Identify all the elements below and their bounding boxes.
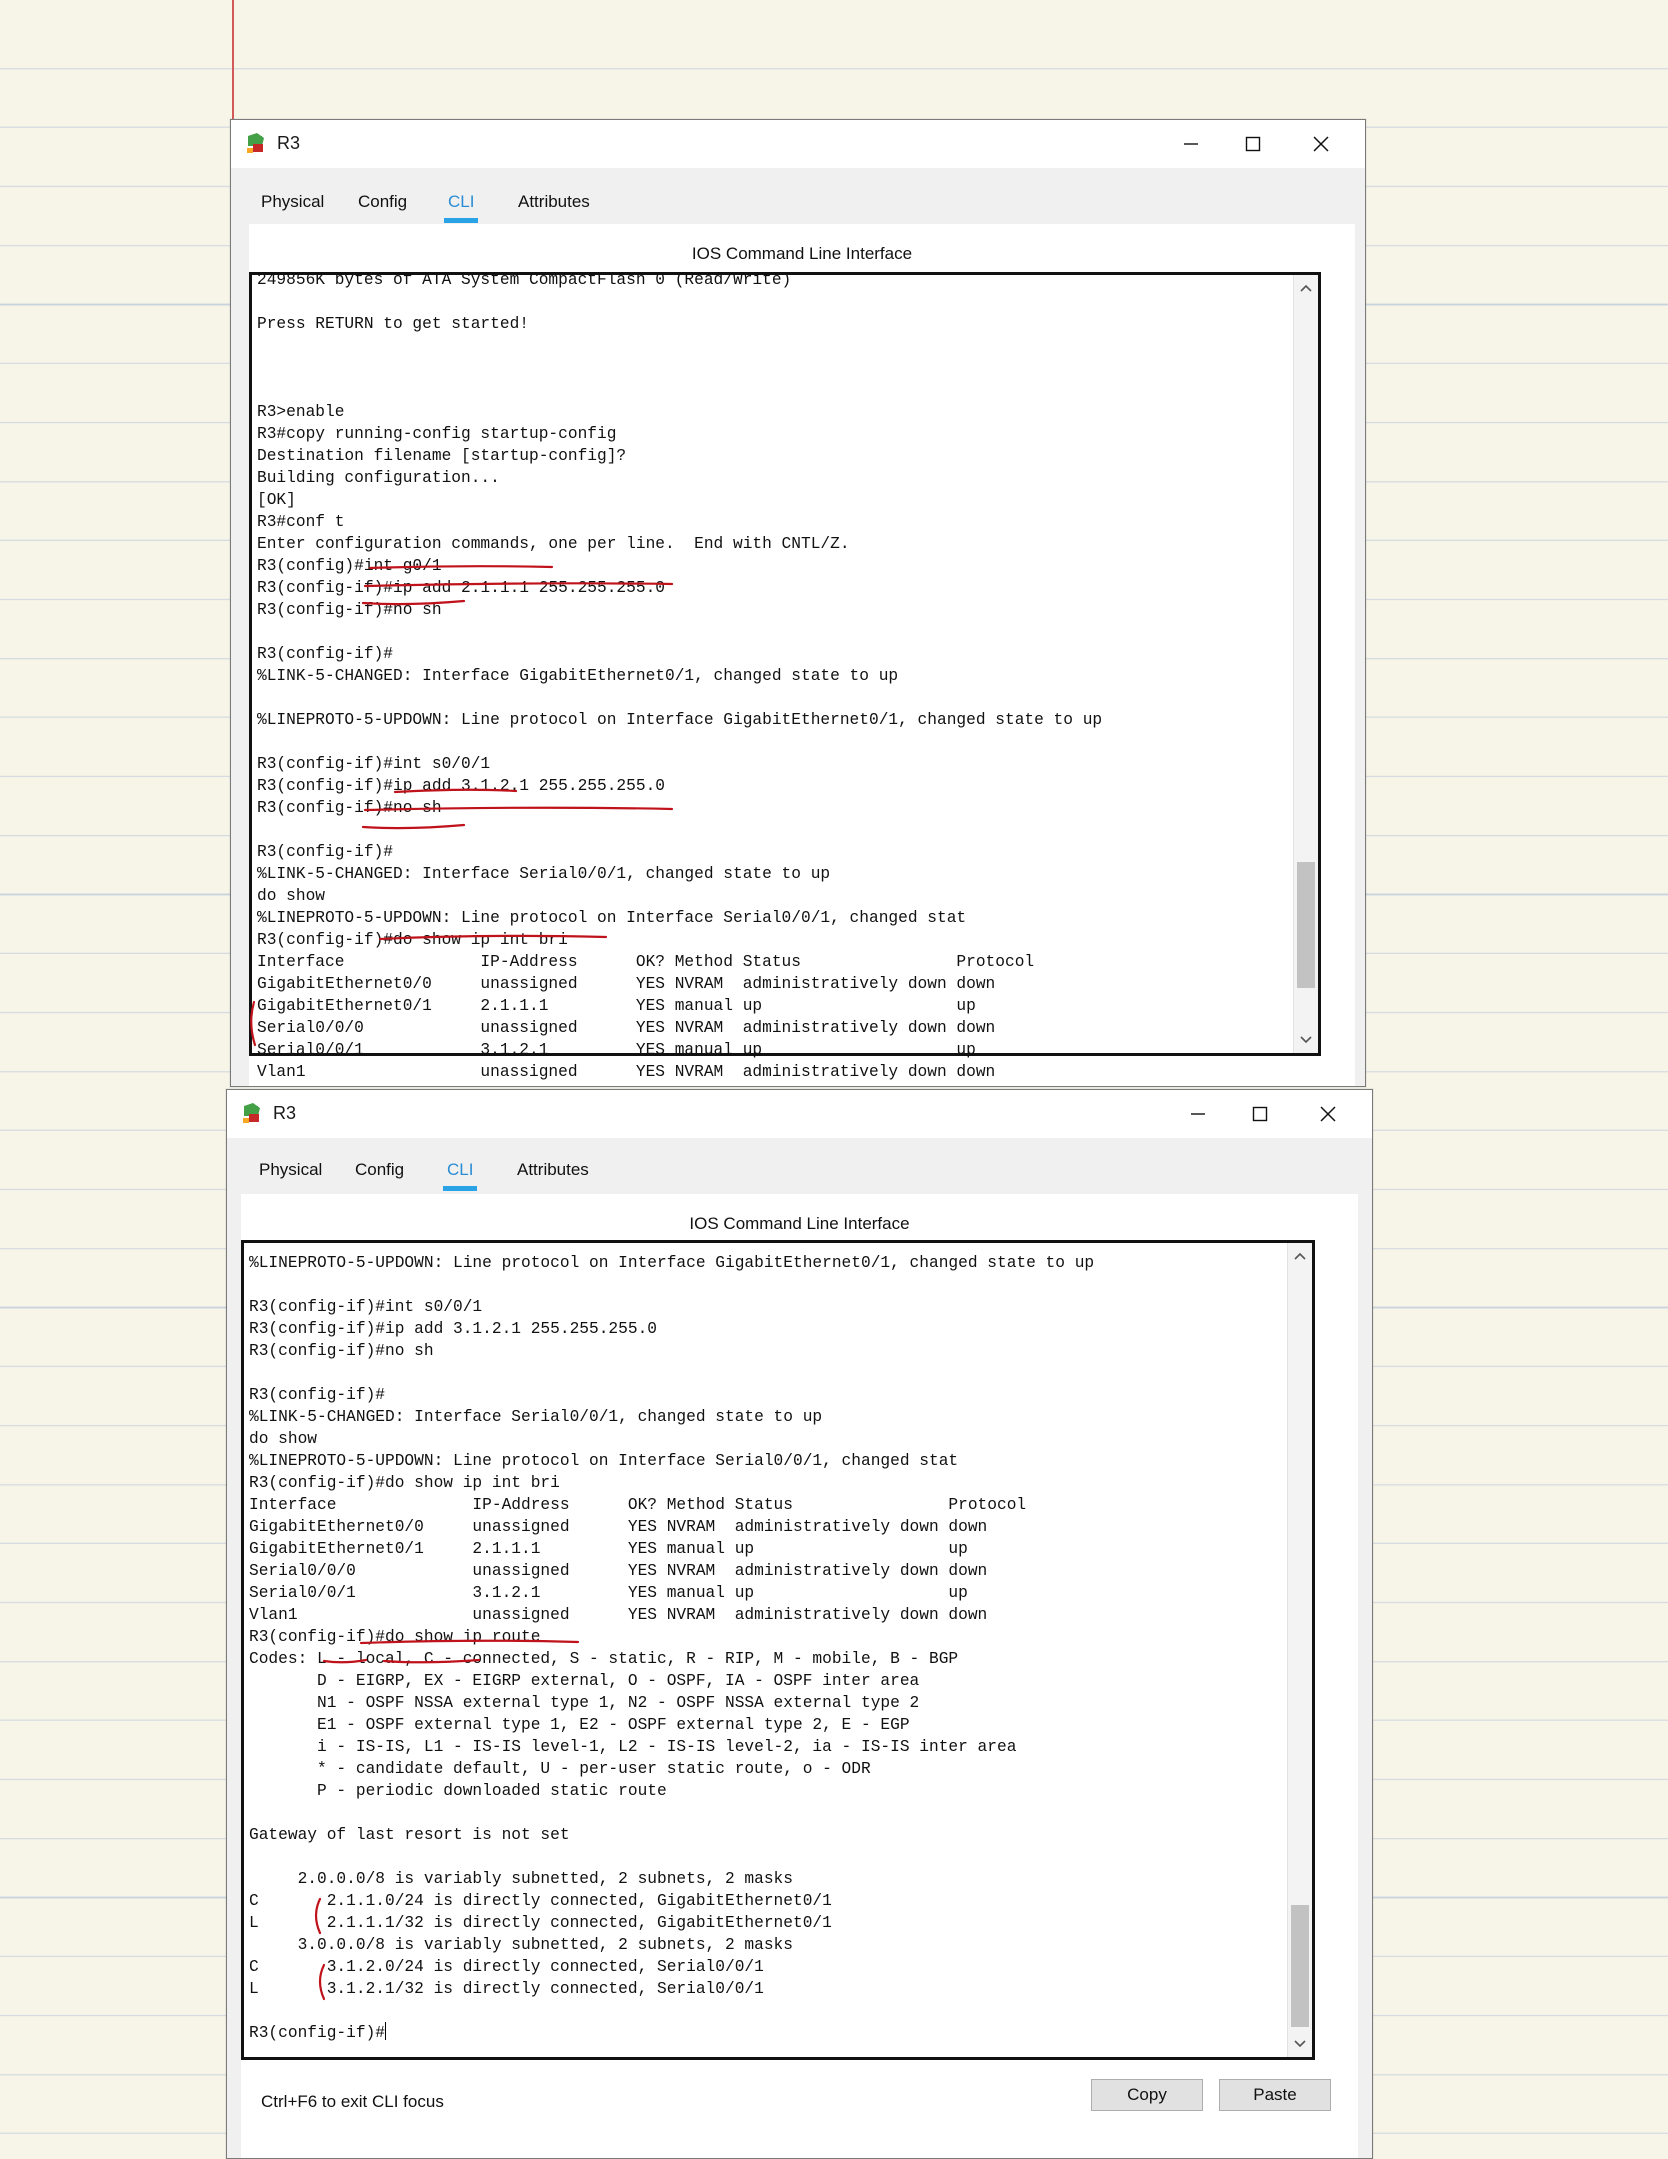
paste-button[interactable]: Paste xyxy=(1219,2079,1331,2111)
chevron-up-icon xyxy=(1300,283,1312,293)
window-title: R3 xyxy=(273,1103,297,1123)
minimize-button[interactable] xyxy=(1168,1094,1228,1134)
scroll-thumb[interactable] xyxy=(1297,862,1315,988)
scrollbar[interactable] xyxy=(1293,275,1318,1053)
scrollbar[interactable] xyxy=(1287,1243,1312,2057)
maximize-icon xyxy=(1245,136,1261,152)
bracket-interfaces xyxy=(251,1002,255,1045)
scroll-up-button[interactable] xyxy=(1288,1245,1312,1267)
tab-cli[interactable]: CLI xyxy=(447,1152,473,1192)
chevron-down-icon xyxy=(1294,2039,1306,2049)
router-app-icon xyxy=(245,132,267,154)
minimize-button[interactable] xyxy=(1161,124,1221,164)
minimize-icon xyxy=(1190,1106,1206,1122)
router-app-icon xyxy=(241,1102,263,1124)
scroll-down-button[interactable] xyxy=(1294,1029,1318,1051)
router-window-bottom[interactable] xyxy=(226,1089,1373,2159)
chevron-down-icon xyxy=(1300,1035,1312,1045)
panel-title: IOS Command Line Interface xyxy=(691,244,913,263)
router-window-top[interactable] xyxy=(230,119,1366,1087)
tab-cli[interactable]: CLI xyxy=(448,184,474,224)
scroll-down-button[interactable] xyxy=(1288,2033,1312,2055)
text-cursor xyxy=(385,2022,386,2040)
terminal-output: 249856K bytes of ATA System CompactFlash 0 (Read/Write) Press RETURN to get started! R3>enable R3#copy running-config startup-config Destination filename [startup-config]? Building configuration... [OK] R3#conf t Enter configuration commands, one per line. End with CNTL/Z. R3(config)#int g0/1 R3(config-if)#ip add 2.1.1.1 255.255.255.0 R3(config-if)#no sh R3(config-if)# %LINK-5-CHANGED: Interface GigabitEthernet0/1, changed state to up %LINEPROTO-5-UPDOWN: Line protocol on Interface GigabitEthernet0/1, changed state to up R3(config-if)#int s0/0/1 R3(config-if)#ip add 3.1.2.1 255.255.255.0 R3(config-if)#no sh R3(config-if)# %LINK-5-CHANGED: Interface Serial0/0/1, changed state to up do show %LINEPROTO-5-UPDOWN: Line protocol on Interface Serial0/0/1, changed stat R3(config-if)#do show ip int bri Interface IP-Address OK? Method Status Protocol GigabitEthernet0/0 unassigned YES NVRAM administratively down down GigabitEthernet0/1 2.1.1.1 YES manual up up Serial0/0/0 unassigned YES NVRAM administratively down down Serial0/0/1 3.1.2.1 YES manual up up Vlan1 unassigned YES NVRAM administratively down down xyxy=(257,271,1103,1081)
close-button[interactable] xyxy=(1298,1094,1358,1134)
cli-focus-hint: Ctrl+F6 to exit CLI focus xyxy=(261,2092,444,2111)
window-title: R3 xyxy=(277,133,301,153)
maximize-icon xyxy=(1252,1106,1268,1122)
terminal-lines: %LINEPROTO-5-UPDOWN: Line protocol on Interface GigabitEthernet0/1, changed state to up R3(config-if)#int s0/0/1 R3(config-if)#ip add 3.1.2.1 255.255.255.0 R3(config-if)#no sh R3(config-if)# %LINK-5-CHANGED: Interface Serial0/0/1, changed state to up do show %LINEPROTO-5-UPDOWN: Line protocol on Interface Serial0/0/1, changed stat R3(config-if)#do show ip int bri Interface IP-Address OK? Method Status Protocol GigabitEthernet0/0 unassigned YES NVRAM administratively down down GigabitEthernet0/1 2.1.1.1 YES manual up up Serial0/0/0 unassigned YES NVRAM administratively down down Serial0/0/1 3.1.2.1 YES manual up up Vlan1 unassigned YES NVRAM administratively down down R3(config-if)#do show ip route Codes: L - local, C - connected, S - static, R - RIP, M - mobile, B - BGP D - EIGRP, EX - EIGRP external, O - OSPF, IA - OSPF inter area N1 - OSPF NSSA external type 1, N2 - OSPF NSSA external type 2 E1 - OSPF external type 1, E2 - OSPF external type 2, E - EGP i - IS-IS, L1 - IS-IS level-1, L2 - IS-IS level-2, ia - IS-IS inter area * - candidate default, U - per-user static route, o - ODR P - periodic downloaded static route Gateway of last resort is not set 2.0.0.0/8 is variably subnetted, 2 subnets, 2 masks C 2.1.1.0/24 is directly connected, GigabitEthernet0/1 L 2.1.1.1/32 is directly connected, GigabitEthernet0/1 3.0.0.0/8 is variably subnetted, 2 subnets, 2 masks C 3.1.2.0/24 is directly connected, Serial0/0/1 L 3.1.2.1/32 is directly connected, Serial0/0/1 R3(config-if)# xyxy=(249,1254,1095,2042)
tab-config[interactable]: Config xyxy=(358,192,408,211)
cli-terminal[interactable] xyxy=(241,1240,1315,2060)
tab-physical[interactable]: Physical xyxy=(259,1160,323,1179)
close-icon xyxy=(1312,135,1330,153)
minimize-icon xyxy=(1183,136,1199,152)
title-bar[interactable] xyxy=(227,1090,1372,1138)
maximize-button[interactable] xyxy=(1223,124,1283,164)
maximize-button[interactable] xyxy=(1230,1094,1290,1134)
title-bar[interactable] xyxy=(231,120,1365,168)
tab-attributes[interactable]: Attributes xyxy=(517,1160,589,1179)
close-icon xyxy=(1319,1105,1337,1123)
cli-terminal[interactable] xyxy=(249,271,1321,1081)
tab-config[interactable]: Config xyxy=(355,1160,405,1179)
close-button[interactable] xyxy=(1291,124,1351,164)
tab-physical[interactable]: Physical xyxy=(261,192,325,211)
terminal-output xyxy=(249,1252,1094,2044)
chevron-up-icon xyxy=(1294,1251,1306,1261)
notebook-margin-line xyxy=(232,0,234,120)
tab-attributes[interactable]: Attributes xyxy=(518,192,590,211)
copy-button[interactable]: Copy xyxy=(1091,2079,1203,2111)
panel-title: IOS Command Line Interface xyxy=(689,1214,910,1233)
scroll-thumb[interactable] xyxy=(1291,1905,1309,2027)
scroll-up-button[interactable] xyxy=(1294,277,1318,299)
